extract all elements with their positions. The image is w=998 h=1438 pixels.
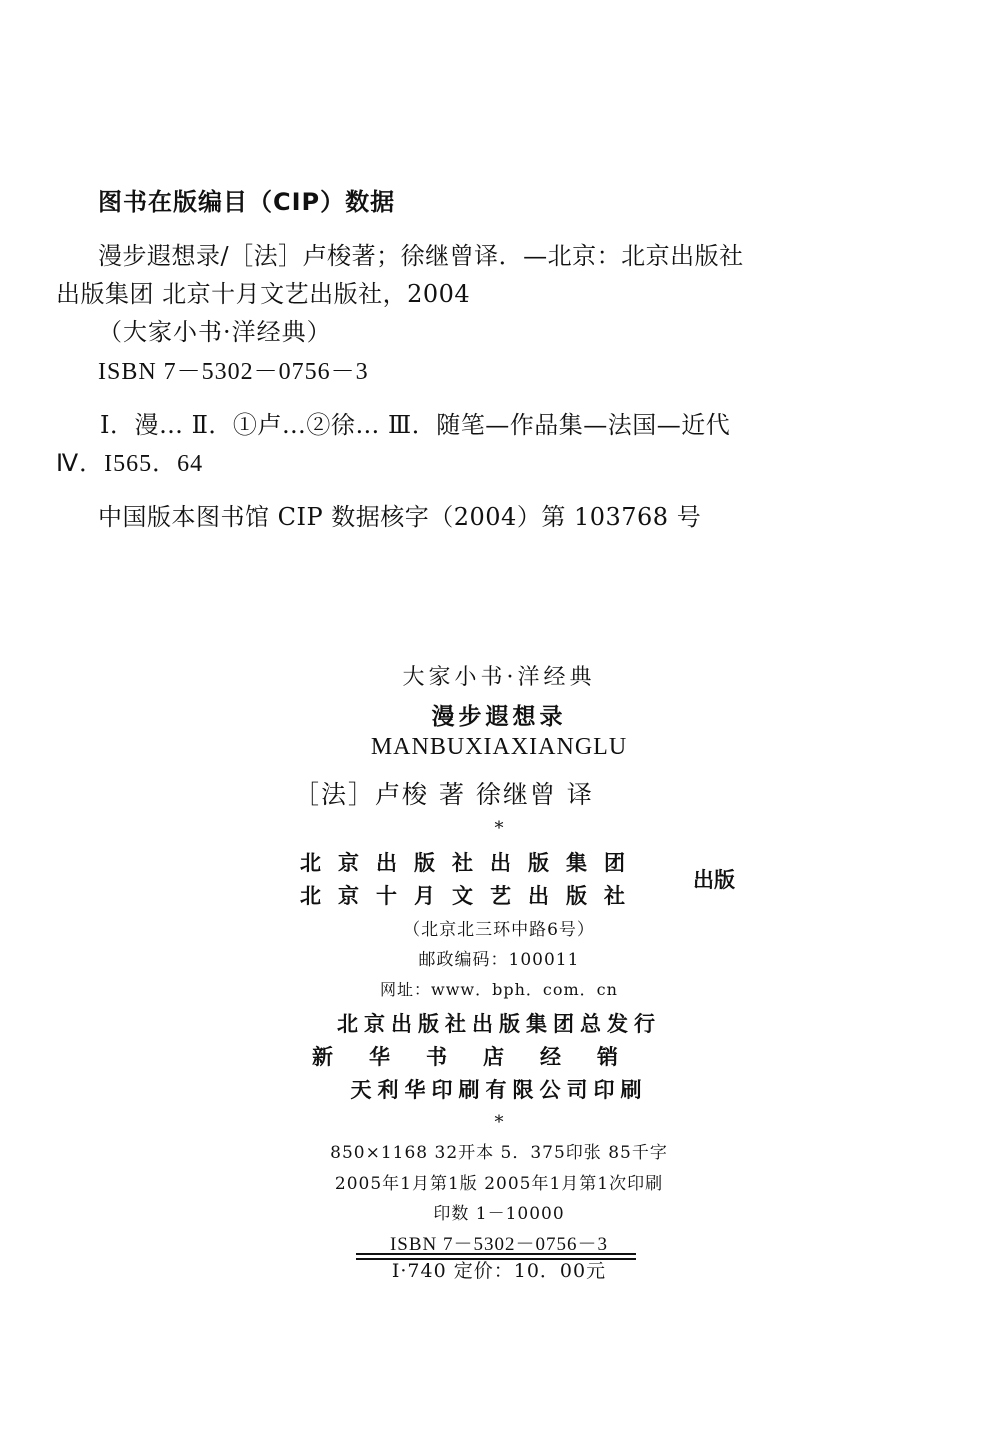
cip-subject-line-2: Ⅳ．I565．64	[56, 451, 204, 477]
website: 网址：www．bph．com．cn	[380, 980, 618, 999]
cip-isbn: ISBN 7－5302－0756－3	[98, 359, 369, 385]
book-specs: 850×1168 32开本 5．375印张 85千字	[330, 1143, 668, 1163]
separator-star: *	[494, 1112, 504, 1133]
isbn-rule-top	[356, 1253, 636, 1255]
imprint-series: 大家小书·洋经典	[402, 665, 596, 690]
distributor: 北京出版社出版集团总发行	[337, 1012, 661, 1036]
separator-star: *	[494, 818, 504, 839]
postcode: 邮政编码：100011	[418, 950, 580, 970]
published-label: 出版	[693, 868, 735, 892]
price-line: I·740 定价：10．00元	[391, 1260, 607, 1282]
print-count: 印数 1－10000	[433, 1204, 565, 1224]
cip-title-line-2: 出版集团 北京十月文艺出版社，2004	[56, 280, 471, 308]
imprint-isbn: ISBN 7－5302－0756－3	[389, 1234, 609, 1255]
cip-subject-line-1: Ⅰ．漫… Ⅱ．①卢…②徐… Ⅲ．随笔—作品集—法国—近代	[100, 411, 731, 439]
publisher-1: 北京出版社出版集团	[300, 851, 642, 875]
publisher-address: （北京北三环中路6号）	[403, 920, 595, 940]
publisher-2: 北京十月文艺出版社	[300, 884, 642, 908]
edition-info: 2005年1月第1版 2005年1月第1次印刷	[334, 1174, 664, 1194]
cip-title-line-1: 漫步遐想录/［法］卢梭著；徐继曾译．—北京：北京出版社	[98, 242, 744, 270]
imprint-title: 漫步遐想录	[431, 704, 567, 730]
printer: 天利华印刷有限公司印刷	[350, 1078, 648, 1102]
imprint-title-pinyin: MANBUXIAXIANGLU	[370, 734, 628, 760]
cip-verification: 中国版本图书馆 CIP 数据核字（2004）第 103768 号	[98, 503, 702, 531]
seller: 新华书店经销	[312, 1045, 654, 1069]
cip-heading: 图书在版编目（CIP）数据	[98, 188, 396, 216]
cip-series: （大家小书·洋经典）	[98, 318, 332, 346]
imprint-author-line: ［法］卢梭 著 徐继曾 译	[294, 780, 594, 809]
